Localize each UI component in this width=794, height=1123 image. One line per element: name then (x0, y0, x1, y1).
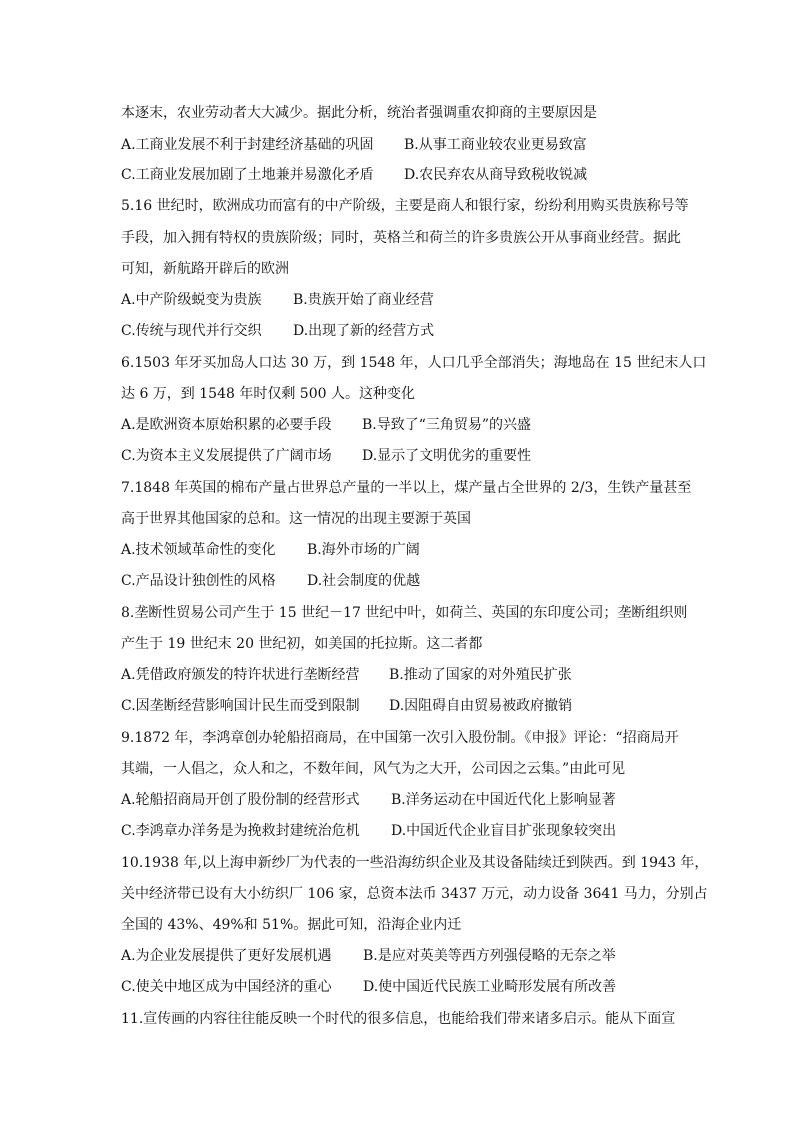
q8-options-row-2 (121, 696, 572, 716)
q10-option-d: D.使中国近代民族工业畸形发展有所改善 (363, 979, 617, 995)
q10-options-row-1 (121, 946, 616, 966)
q4-option-c: C.工商业发展加剧了土地兼并易激化矛盾 (121, 167, 374, 183)
q5-option-c: C.传统与现代并行交织 (121, 323, 262, 339)
q8-option-b: B.推动了国家的对外殖民扩张 (389, 667, 572, 683)
q6-option-a: A.是欧洲资本原始积累的必要手段 (121, 417, 332, 433)
q6-option-d: D.显示了文明优劣的重要性 (362, 448, 532, 464)
q5-stem-line-1: 5.16 世纪时，欧洲成功而富有的中产阶级，主要是商人和银行家，纷纷利用购买贵族称号等 (121, 198, 689, 214)
q8-options-row-1 (121, 665, 572, 685)
q7-options-row-2 (121, 571, 420, 591)
q7-option-d: D.社会制度的优越 (307, 573, 421, 589)
q4-option-d: D.农民弃农从商导致税收锐减 (404, 167, 588, 183)
q6-option-b: B.导致了“三角贸易”的兴盛 (362, 417, 532, 433)
q11-stem-line-1: 11.宣传画的内容往往能反映一个时代的很多信息，也能给我们带来诸多启示。能从下面宣 (121, 1011, 676, 1027)
q10-option-c: C.使关中地区成为中国经济的重心 (121, 979, 332, 995)
q7-option-c: C.产品设计独创性的风格 (121, 573, 276, 589)
q5-option-d: D.出现了新的经营方式 (293, 323, 435, 339)
q9-options-row-1 (121, 790, 616, 810)
q5-stem-line-2: 手段，加入拥有特权的贵族阶级；同时，英格兰和荷兰的许多贵族公开从事商业经营。据此 (121, 230, 681, 246)
q6-stem-line-2: 达 6 万，到 1548 年时仅剩 500 人。这种变化 (121, 386, 415, 402)
q4-stem-tail: 本逐末，农业劳动者大大减少。据此分析，统治者强调重农抑商的主要原因是 (121, 105, 597, 121)
q10-stem-line-3: 全国的 43%、49%和 51%。据此可知，沿海企业内迁 (121, 917, 462, 933)
q5-options-row-2 (121, 321, 434, 341)
q8-stem-line-1: 8.垄断性贸易公司产生于 15 世纪－17 世纪中叶，如荷兰、英国的东印度公司；垄断组织则 (121, 605, 688, 621)
q10-option-b: B.是应对英美等西方列强侵略的无奈之举 (363, 948, 616, 964)
q4-option-a: A.工商业发展不利于封建经济基础的巩固 (121, 137, 374, 153)
q10-option-a: A.为企业发展提供了更好发展机遇 (121, 948, 332, 964)
q6-option-c: C.为资本主义发展提供了广阔市场 (121, 448, 332, 464)
q5-option-a: A.中产阶级蜕变为贵族 (121, 292, 262, 308)
q5-stem-line-3: 可知，新航路开辟后的欧洲 (121, 261, 289, 277)
q8-stem-line-2: 产生于 19 世纪末 20 世纪初，如美国的托拉斯。这二者都 (121, 636, 483, 652)
q8-option-a: A.凭借政府颁发的特许状进行垄断经营 (121, 667, 360, 683)
q9-option-a: A.轮船招商局开创了股份制的经营形式 (121, 792, 360, 808)
q8-option-d: D.因阻碍自由贸易被政府撤销 (389, 698, 573, 714)
q7-stem-line-2: 高于世界其他国家的总和。这一情况的出现主要源于英国 (121, 511, 471, 527)
q5-option-b: B.贵族开始了商业经营 (293, 292, 434, 308)
q5-options-row-1 (121, 290, 434, 310)
q8-option-c: C.因垄断经营影响国计民生而受到限制 (121, 698, 360, 714)
q9-options-row-2 (121, 821, 616, 841)
q7-option-a: A.技术领域革命性的变化 (121, 542, 276, 558)
q9-option-c: C.李鸿章办洋务是为挽救封建统治危机 (121, 823, 360, 839)
q9-option-d: D.中国近代企业盲目扩张现象较突出 (391, 823, 617, 839)
q6-options-row-2 (121, 446, 531, 466)
q10-options-row-2 (121, 977, 616, 997)
q4-options-row-2 (121, 165, 587, 185)
q10-stem-line-2: 关中经济带已设有大小纺织厂 106 家，总资本法币 3437 万元，动力设备 3641 马力，分别占 (121, 886, 708, 902)
q10-stem-line-1: 10.1938 年,以上海申新纱厂为代表的一些沿海纺织企业及其设备陆续迁到陕西。到 1943 年， (121, 855, 709, 871)
q7-option-b: B.海外市场的广阔 (307, 542, 420, 558)
q7-options-row-1 (121, 540, 420, 560)
q4-options-row-1 (121, 135, 587, 155)
q9-option-b: B.洋务运动在中国近代化上影响显著 (391, 792, 616, 808)
q9-stem-line-1: 9.1872 年，李鸿章创办轮船招商局，在中国第一次引入股份制。《申报》评论：“招商局开 (121, 730, 679, 746)
q6-options-row-1 (121, 415, 531, 435)
q6-stem-line-1: 6.1503 年牙买加岛人口达 30 万，到 1548 年，人口几乎全部消失；海地岛在 15 世纪末人口 (121, 355, 707, 371)
q9-stem-line-2: 其端，一人倡之，众人和之，不数年间，风气为之大开，公司因之云集。”由此可见 (121, 761, 626, 777)
q7-stem-line-1: 7.1848 年英国的棉布产量占世界总产量的一半以上，煤产量占全世界的 2/3，生铁产量甚至 (121, 480, 692, 496)
q4-option-b: B.从事工商业较农业更易致富 (404, 137, 587, 153)
